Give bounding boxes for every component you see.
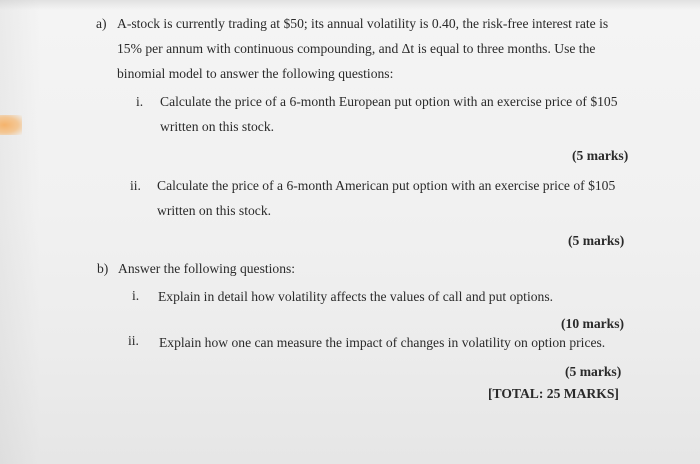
part-b-q1-text: Explain in detail how volatility affects the values of call and put options. (158, 289, 554, 304)
part-a-q2-line-1: Calculate the price of a 6-month American put option with an exercise price of $105 (157, 178, 616, 193)
part-b-q1-number: i. (132, 288, 140, 303)
part-b-intro: Answer the following questions: (118, 261, 296, 276)
part-b-q2-marks: (5 marks) (565, 364, 622, 379)
part-a-line-2: 15% per annum with continuous compounding, and Δt is equal to three months. Use the (117, 41, 596, 56)
part-a-label: a) (96, 16, 107, 31)
orange-edge-marker (0, 115, 22, 135)
page-shadow-top (0, 0, 700, 10)
part-a-q2-line-2: written on this stock. (157, 203, 272, 218)
part-a-q1-line-2: written on this stock. (160, 119, 275, 134)
part-a-q1-number: i. (136, 94, 144, 109)
part-a-line-1: A-stock is currently trading at $50; its annual volatility is 0.40, the risk-free interest rate is (117, 16, 609, 31)
part-a-q2-marks: (5 marks) (568, 233, 625, 248)
part-b-q2-text: Explain how one can measure the impact of changes in volatility on option prices. (159, 335, 606, 350)
part-b-q1-marks: (10 marks) (561, 316, 625, 331)
part-a-line-3: binomial model to answer the following questions: (117, 66, 394, 81)
part-a-q1-line-1: Calculate the price of a 6-month European put option with an exercise price of $105 (160, 94, 618, 109)
part-a-q1-marks: (5 marks) (572, 148, 629, 163)
part-a-q2-number: ii. (130, 178, 141, 193)
part-b-label: b) (97, 261, 109, 276)
total-marks: [TOTAL: 25 MARKS] (488, 386, 619, 401)
page-shadow-left (0, 0, 40, 464)
part-b-q2-number: ii. (128, 333, 139, 348)
